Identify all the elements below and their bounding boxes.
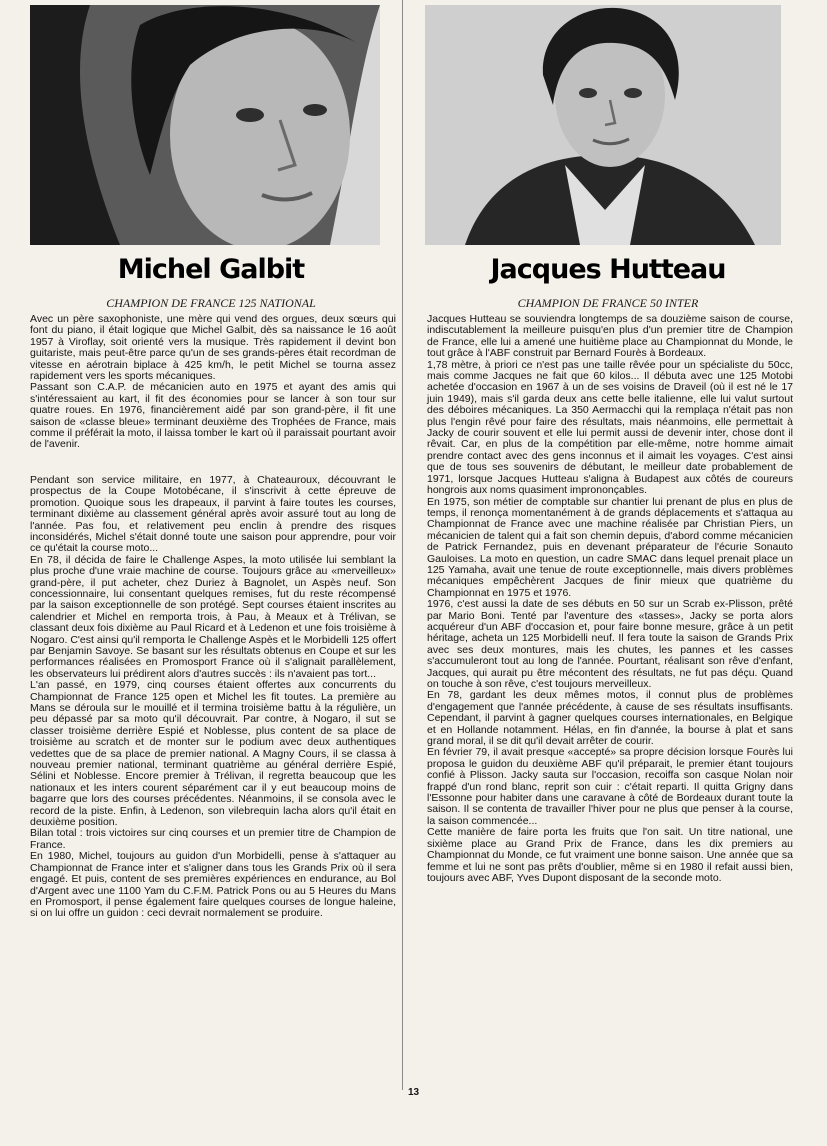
article-title: Michel Galbit [117,254,305,285]
column-divider [402,0,403,1090]
paragraph: L'an passé, en 1979, cinq courses étaient offertes aux concurrents du Championnat de France 125 open et Michel les fit toutes. La première au Mans se déroula sur le mouillé et il termina troisième battu à la régulière, un peu dépassé par sa moto qu'il découvrait. Par contre, à Nogaro, il sut se classer troisième derrière Espié et Noblesse, plus content de sa place de troisième au scratch et de monter sur le podium avec deux authentiques vedettes que de sa place de premier national. A Magny Cours, il se classa à nouveau premier national, terminant quatrième au général derrière Espié, Sélini et Noblesse. Encore premier à Trélivan, il regretta beaucoup que les nationaux et les inters courent séparément car il y eut beaucoup moins de bagarre que lors des courses précédentes. Néanmoins, il se consola avec le record de la piste. Enfin, à Ledenon, son vilebrequin lacha alors qu'il était en deuxième position. [30,679,396,829]
article-subtitle: CHAMPION DE FRANCE 50 INTER [517,296,699,310]
paragraph: En 1980, Michel, toujours au guidon d'un Morbidelli, pense à s'attaquer au Championnat de France inter et s'aligner dans tous les Grands Prix où il sera engagé. Et puis, content de ses premières expériences en endurance, au Bol d'Argent avec une 1100 Yam du C.F.M. Patrick Pons ou au 5 Heures du Mans en Promosport, il pense également faire quelques courses de longue haleine, si on lui offre un guidon : ceci devrait normalement se produire. [30,850,396,920]
article-subtitle: CHAMPION DE FRANCE 125 NATIONAL [106,296,316,310]
portrait-image [425,5,781,245]
paragraph: Bilan total : trois victoires sur cinq courses et un premier titre de Champion de France. [30,827,396,851]
paragraph: Passant son C.A.P. de mécanicien auto en 1975 et ayant des amis qui s'intéressaient au kart, il fit des économies pour se lancer à son tour sur quatre roues. En 1976, financièrement aidé par son grand-père, il fit une saison de «classe bleue» terminant deuxième des Trophées de France, mais comme il préférait la moto, il laissa tomber le kart où il paraissait pourtant avoir de l'avenir. [30,381,396,451]
portrait-photo-michel-galbit [30,5,380,245]
article-right [423,0,793,1146]
paragraph: 1,78 mètre, à priori ce n'est pas une taille rêvée pour un spécialiste du 50cc, mais comme Jacques ne fait que 60 kilos... Il débuta avec une 125 Motobi achetée d'occasion en 1967 à un de ses voisins de Draveil (où il est né le 17 juin 1949), mais s'il garda deux ans cette belle italienne, elle lui valut surtout des déboires mécaniques. La 350 Aermacchi qui la remplaça n'était pas non plus l'engin rêvé pour faire des résultats, mais néanmoins, elle permettait à Jacky de courir souvent et elle lui permit aussi de devenir inter, chose dont il rêvait. Car, en plus de la compétition par elle-même, notre homme aimait prendre contact avec des gens inconnus et il aimait les voyages. C'est ainsi que de tous ses souvenirs de débutant, le meilleur date probablement de 1971, lorsque Jacques Hutteau s'aligna à Budapest aux côtés de coureurs hongrois aux noms quasiment imprononçables. [427,358,793,497]
paragraph: Jacques Hutteau se souviendra longtemps de sa douzième saison de course, indiscutablement la meilleure puisqu'en plus d'un premier titre de Champion de France, elle lui a amené une huitième place au Championnat du Monde, le tout grâce à l'ABF construit par Bernard Fourès à Bordeaux. [427,313,793,360]
paragraph: En février 79, il avait presque «accepté» sa propre décision lorsque Fourès lui proposa le guidon du deuxième ABF qu'il préparait, le premier étant toujours confié à Plisson. Jacky sauta sur l'occasion, recoiffa son casque Nolan noir frappé d'un rond blanc, reprit son cuir : c'était reparti. Il quitta Grigny dans l'Essonne pour habiter dans une caravane à côté de Bordeaux durant toute la saison. Il se contenta de travailler l'hiver pour ne plus que penser à la course, la saison commencée... [427,746,793,827]
article-body [30,314,396,920]
paragraph: En 1975, son métier de comptable sur chantier lui prenant de plus en plus de temps, il renonça momentanément à de grands déplacements et s'attaqua au Championnat de France avec une machine réalisée par Christian Piers, un mécanicien de talent qui a fait son chemin depuis, d'abord comme mécanicien de Patrick Fernandez, puis en devenant préparateur de l'écurie Sonauto Gauloises. La moto en question, un cadre SMAC dans lequel prenait place un 125 Yamaha, avait une tenue de route exceptionnelle, mais divers problèmes mécaniques empêchèrent Jacques de finir mieux que quatrième du Championnat en 1975 et 1976. [427,495,793,599]
paragraph: En 78, il décida de faire le Challenge Aspes, la moto utilisée lui semblant la plus proche d'une vraie machine de course. Toujours grâce au «merveilleux» grand-père, il put acheter, chez Duriez à Bagnolet, un Aspès neuf. Son concessionnaire, lui consentant quelques remises, fut du reste récompensé par la saison exceptionnelle de son protégé. Sept courses étaient inscrites au calendrier et Michel en remporta trois, à Pau, à Meaux et à Trélivan, se classant deux fois dixième au Paul Ricard et à Ledenon et une fois troisième à Nogaro. C'est ainsi qu'il remporta le Challenge Aspès et le Morbidelli 125 offert par Benjamin Savoye. Se basant sur les résultats obtenus en Coupe et sur les performances réalisées en Promosport France où il s'alignait parallèlement, les observateurs lui prédirent alors d'autres succès : ils n'avaient pas tort... [30,553,396,680]
paragraph: Avec un père saxophoniste, une mère qui vend des orgues, deux sœurs qui font du piano, il était logique que Michel Galbit, dès sa naissance le 16 août 1957 à Viroflay, soit orienté vers la musique. Très rapidement il devint bon guitariste, mais peut-être parce qu'un de ses grands-pères était recordman de vitesse en aérotrain biplace à 425 km/h, le petit Michel se tourna assez rapidement vers les sports mécaniques. [30,313,396,383]
portrait-photo-jacques-hutteau [425,5,781,245]
article-left [26,0,396,1146]
paragraph: 1976, c'est aussi la date de ses débuts en 50 sur un Scrab ex-Plisson, prêté par Mario Boni. Tenté par l'aventure des «tasses», Jacky se porta alors acquéreur d'un ABF d'occasion et, pour faire bonne mesure, grâce à un petit héritage, acheta un 125 Morbidelli neuf. Il fera toute la saison de Grands Prix avec ses deux montures, mais les chutes, les pannes et les casses s'accumuleront tout au long de l'année. Pourtant, réalisant son rêve d'enfant, Jacques, qui aurait pu être mécontent des résultats, ne fut pas déçu. Quand on touche à son rêve, c'est toujours merveilleux. [427,598,793,690]
article-title: Jacques Hutteau [490,254,726,285]
paragraph: Pendant son service militaire, en 1977, à Chateauroux, découvrant le prospectus de la Coupe Motobécane, il s'inscrivit à cette épreuve de promotion. Quoique sous les drapeaux, il parvint à faire toutes les courses, terminant dixième au classement général après avoir assuré tout au long de l'année. Pas fou, et relativement peu enclin à prendre des risques inconsidérés, Michel s'était donné toute une saison pour apprendre, pour voir ce qu'était la course moto... [30,473,396,555]
paragraph: Cette manière de faire porta les fruits que l'on sait. Un titre national, une sixième place au Grand Prix de France, dans les dix premiers au Championnat du Monde, ce fut vraiment une bonne saison. Une année que sa femme et lui ne sont pas prêts d'oublier, même si en 1980 il refait aussi bien, toujours avec ABF, Yves Dupont disposant de la seconde moto. [427,826,793,884]
paragraph: En 78, gardant les deux mêmes motos, il connut plus de problèmes d'engagement que l'année précédente, à cause de ses résultats insuffisants. Cependant, il parvint à gagner quelques courses internationales, en Belgique et en Hollande notamment. Hélas, en fin d'année, la bourse à plat et sans grand moral, il se dit qu'il devait arrêter de courir. [427,689,793,748]
page-number: 13 [407,1087,420,1098]
article-body [427,314,793,884]
portrait-image [30,5,380,245]
